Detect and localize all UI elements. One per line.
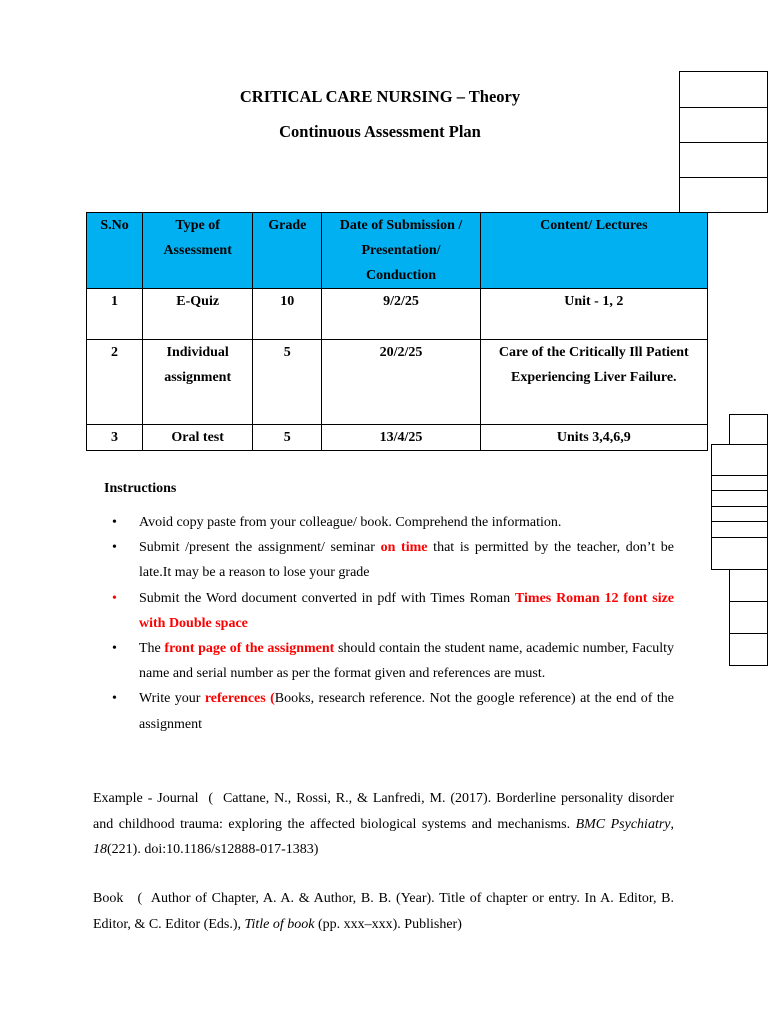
- margin-box: [711, 475, 768, 491]
- cell-content: Units 3,4,6,9: [480, 425, 707, 451]
- cell-type: Individual assignment: [143, 340, 253, 425]
- bullet-icon: •: [112, 590, 117, 606]
- header-type: Type of Assessment: [143, 213, 253, 289]
- instruction-text: Books, research reference. Not the google reference) at the end of the assignment: [139, 691, 674, 732]
- instruction-text: should contain the student name, academic number, Faculty name and serial number as per the format given and references are must.: [139, 641, 674, 682]
- journal-volume: 18: [93, 842, 107, 857]
- cell-grade: 5: [253, 425, 322, 451]
- margin-box: [711, 537, 768, 570]
- document-title: CRITICAL CARE NURSING – Theory: [239, 87, 521, 106]
- instruction-text: Submit /present the assignment/ seminar: [139, 540, 381, 556]
- instruction-text: that is permitted by the teacher, don’t be late.It may be a reason to lose your grade: [139, 540, 674, 581]
- instruction-text: Write your: [139, 691, 205, 707]
- cell-type: Oral test: [143, 425, 253, 451]
- header-sno: S.No: [87, 213, 143, 289]
- cell-sno: 1: [87, 289, 143, 340]
- instructions-heading: Instructions: [104, 481, 177, 496]
- cell-sno: 3: [87, 425, 143, 451]
- book-example: [93, 886, 674, 937]
- header-date: Date of Submission / Presentation/ Conduction: [322, 213, 480, 289]
- table-row: [87, 425, 708, 451]
- instruction-highlight: front page of the assignment: [164, 641, 335, 657]
- book-example-label: Book: [93, 891, 124, 906]
- cell-sno: 2: [87, 340, 143, 425]
- margin-box: [729, 569, 768, 602]
- instructions-list: [108, 510, 674, 737]
- cell-content: Unit - 1, 2: [480, 289, 707, 340]
- instruction-text: The: [139, 641, 165, 657]
- journal-open-paren: (: [198, 791, 223, 806]
- table-row: [87, 289, 708, 340]
- header-grade: Grade: [253, 213, 322, 289]
- instruction-highlight: references (: [204, 691, 275, 707]
- journal-example-label: Example - Journal: [93, 791, 199, 806]
- cell-date: 13/4/25: [322, 425, 480, 451]
- table-header-row: [87, 213, 708, 289]
- margin-box: [729, 414, 768, 445]
- list-item: [108, 636, 674, 686]
- margin-box: [679, 177, 768, 213]
- instruction-highlight: on time: [380, 540, 428, 556]
- list-item: [108, 510, 674, 535]
- margin-box: [679, 107, 768, 143]
- journal-citation-tail: (221). doi:10.1186/s12888-017-1383): [107, 842, 319, 857]
- book-citation: Author of Chapter, A. A. & Author, B. B. (Year). Title of chapter or entry. In A. Editor, B. Editor, & C. Editor (Eds.),: [93, 891, 675, 932]
- margin-box: [711, 444, 768, 476]
- document-subtitle: Continuous Assessment Plan: [279, 122, 481, 141]
- margin-box: [729, 633, 768, 666]
- list-item: [108, 586, 674, 636]
- assessment-table: [86, 212, 708, 451]
- book-title: Title of book: [244, 916, 315, 932]
- instruction-text: Avoid copy paste from your colleague/ book. Comprehend the information.: [139, 515, 562, 530]
- book-citation-tail: (pp. xxx–xxx). Publisher): [314, 916, 462, 932]
- table-row: [87, 340, 708, 425]
- book-open-paren: (: [123, 891, 151, 906]
- instruction-text: Submit the Word document converted in pdf with Times Roman: [139, 590, 515, 606]
- instruction-highlight: Times Roman 12 font size with Double space: [139, 590, 675, 631]
- margin-box: [711, 521, 768, 538]
- margin-box: [679, 71, 768, 108]
- cell-date: 20/2/25: [322, 340, 480, 425]
- journal-separator: ,: [670, 816, 674, 832]
- bullet-icon: •: [112, 641, 117, 657]
- margin-box: [729, 601, 768, 634]
- margin-box: [711, 506, 768, 522]
- journal-name: BMC Psychiatry: [575, 816, 671, 832]
- bullet-icon: •: [112, 691, 117, 707]
- list-item: [108, 535, 674, 585]
- margin-box: [711, 490, 768, 507]
- journal-citation: Cattane, N., Rossi, R., & Lanfredi, M. (2017). Borderline personality disorder and childhood trauma: exploring the affected biological systems and mechanisms.: [93, 791, 674, 832]
- cell-grade: 5: [253, 340, 322, 425]
- list-item: [108, 686, 674, 736]
- cell-type: E-Quiz: [143, 289, 253, 340]
- journal-example: [93, 786, 674, 863]
- bullet-icon: •: [112, 515, 117, 530]
- margin-box: [679, 142, 768, 178]
- cell-date: 9/2/25: [322, 289, 480, 340]
- header-content: Content/ Lectures: [480, 213, 707, 289]
- cell-content: Care of the Critically Ill Patient Experiencing Liver Failure.: [480, 340, 707, 425]
- bullet-icon: •: [112, 540, 117, 556]
- cell-grade: 10: [253, 289, 322, 340]
